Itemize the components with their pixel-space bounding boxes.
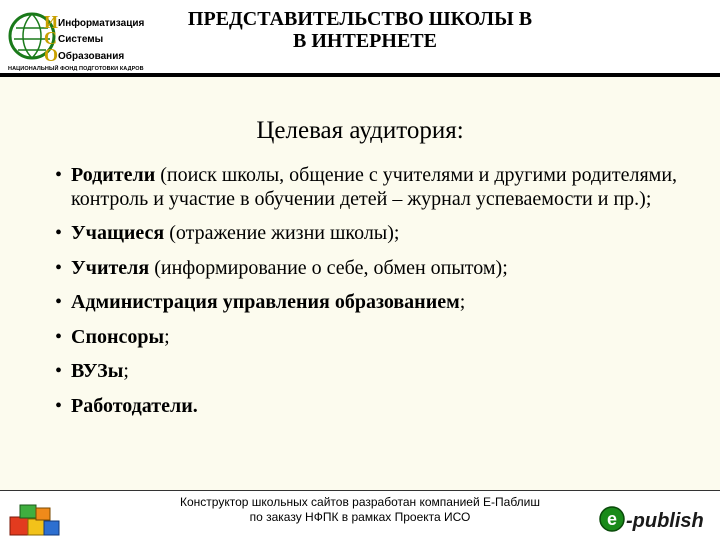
e-publish-logo[interactable] [598,503,716,535]
logo-letter-o: О [44,45,59,65]
footer-text [130,495,590,525]
list-item [55,326,685,350]
main-content [0,77,720,490]
iso-logo [8,6,156,68]
bullet-icon: • [55,360,63,382]
logo-letter-i: И [44,12,59,32]
logo-subline: НАЦИОНАЛЬНЫЙ ФОНД ПОДГОТОВКИ КАДРОВ [8,66,144,72]
list-item [55,222,685,246]
item-bold: Администрация управления образованием [71,291,460,313]
item-rest: ; [164,325,170,348]
bullet-icon: • [55,256,63,279]
logo-line1: Информатизация [58,18,145,29]
item-bold: Работодатели. [71,394,198,417]
item-rest: (отражение жизни школы); [164,222,400,244]
footer [0,491,720,540]
bullet-icon: • [55,394,63,417]
header [0,0,720,80]
item-bold: Учащиеся [71,222,165,244]
item-bold: ВУЗы [71,360,124,382]
bullet-icon: • [55,325,63,348]
page-title [150,8,570,52]
logo-line2: Системы [58,34,104,45]
item-bold: Спонсоры [71,325,165,348]
item-rest: (поиск школы, общение с учителями и другими родителями, контроль и участие в обучении детей – журнал успеваемости и пр.); [71,164,678,210]
list-item [55,395,685,419]
svg-text:e: e [606,509,618,529]
cubes-icon [8,503,64,537]
section-subtitle: Целевая аудитория: [256,117,464,144]
item-rest: ; [123,360,129,382]
bullet-icon: • [55,222,63,244]
footer-line1: Конструктор школьных сайтов разработан компанией Е-Паблиш [180,495,540,509]
bullet-icon: • [55,291,63,313]
logo-letter-s: С [44,28,57,48]
footer-line2: по заказу НФПК в рамках Проекта ИСО [249,510,471,524]
list-item [55,360,685,384]
item-bold: Родители [71,164,156,186]
page-title-line1: ПРЕДСТАВИТЕЛЬСТВО ШКОЛЫ В [187,8,533,30]
logo-line3: Образования [58,51,125,62]
page-title-line2: В ИНТЕРНЕТЕ [293,30,437,52]
brand-text: -publish [626,510,704,532]
item-rest: ; [459,291,466,313]
bullet-icon: • [55,164,63,186]
list-item [55,164,685,211]
audience-list [55,164,685,429]
item-rest: (информирование о себе, обмен опытом); [149,256,508,279]
item-bold: Учителя [71,256,150,279]
list-item [55,257,685,281]
list-item [55,291,685,315]
